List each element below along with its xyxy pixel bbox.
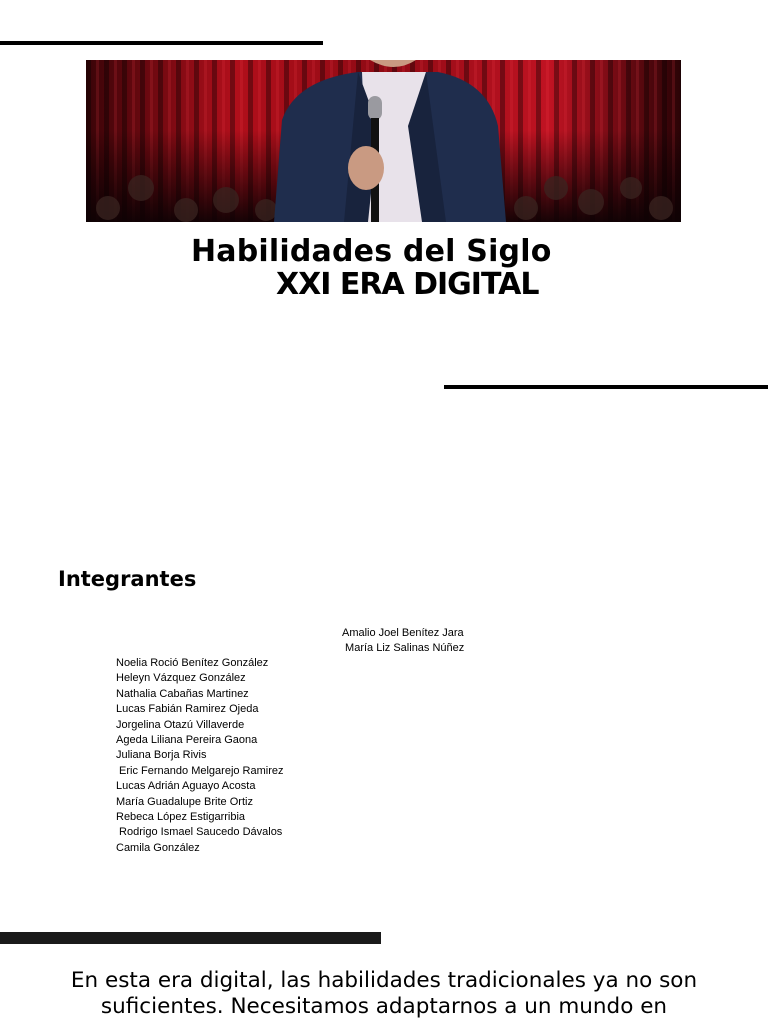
member-name: Noelia Roció Benítez González <box>116 657 269 669</box>
members-heading: Integrantes <box>58 567 197 591</box>
member-name: Rebeca López Estigarribia <box>116 811 246 824</box>
intro-line-1: En esta era digital, las habilidades tradicionales ya no son <box>70 968 698 993</box>
member-name: Eric Fernando Melgarejo Ramirez <box>116 764 284 777</box>
speaker-with-microphone-image <box>86 60 681 222</box>
member-name: Jorgelina Otazú Villaverde <box>116 718 245 731</box>
member-name: Amalio Joel Benítez Jara <box>342 627 464 639</box>
page-title-line-2: XXI ERA DIGITAL <box>276 267 539 302</box>
member-name: Rodrigo Ismael Saucedo Dávalos <box>116 826 283 839</box>
member-name: Lucas Adrián Aguayo Acosta <box>116 780 256 793</box>
member-name: Nathalia Cabañas Martinez <box>116 687 249 700</box>
page-title-line-1: Habilidades del Siglo <box>191 234 552 269</box>
member-name: Camila González <box>116 841 200 854</box>
member-name: Ageda Liliana Pereira Gaona <box>116 734 258 747</box>
top-left-divider <box>0 41 323 45</box>
right-divider <box>444 385 768 389</box>
member-name: Lucas Fabián Ramirez Ojeda <box>116 703 259 716</box>
member-name: Juliana Borja Rivis <box>116 749 207 762</box>
bottom-divider <box>0 932 381 944</box>
member-name: María Guadalupe Brite Ortiz <box>116 795 253 808</box>
member-name: María Liz Salinas Núñez <box>342 642 465 655</box>
members-list-left <box>116 656 284 856</box>
members-list-right <box>342 626 464 657</box>
intro-paragraph <box>0 968 768 1020</box>
intro-line-2: suficientes. Necesitamos adaptarnos a un mundo en <box>100 994 668 1019</box>
member-name: Heleyn Vázquez González <box>116 672 246 685</box>
